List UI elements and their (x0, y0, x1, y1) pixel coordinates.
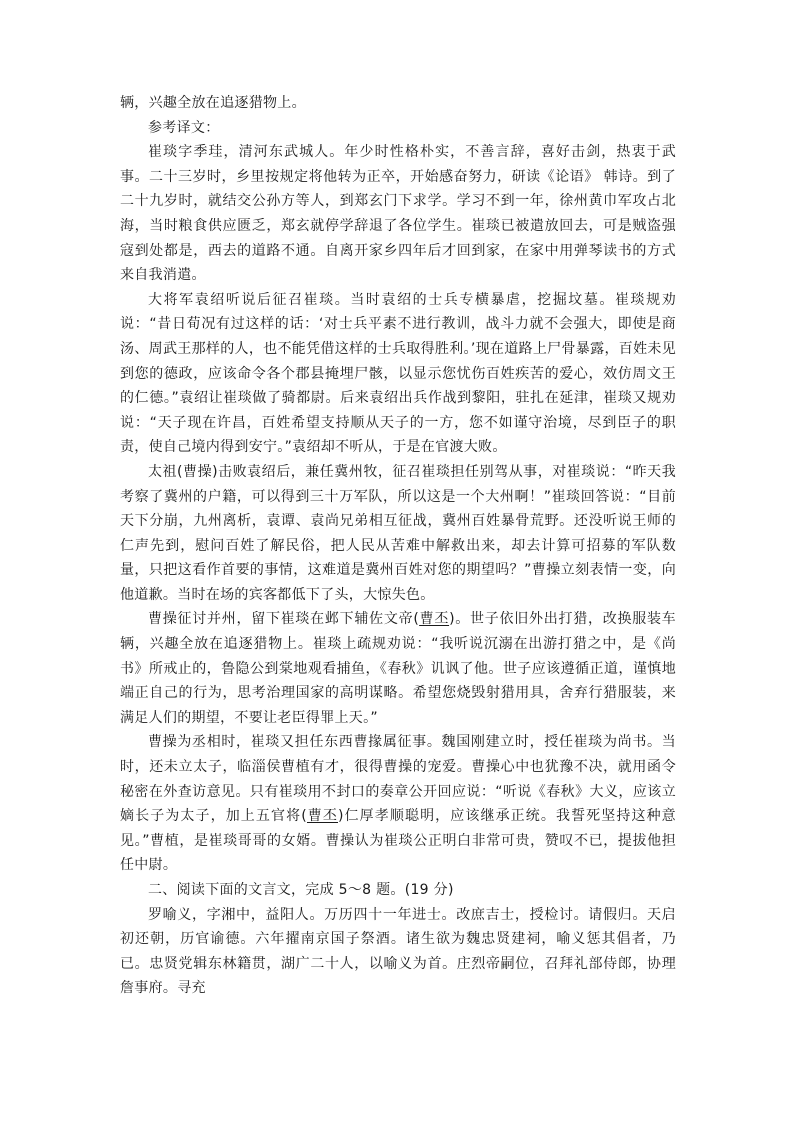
text-segment: 曹操为丞相时，崔琰又担任东西曹掾属征事。魏国刚建立时，授任崔琰为尚书。当时，还未立太子，临淄侯曹植有才，很得曹操的宠爱。曹操心中也犹豫不决，就用函令秘密在外查访意见。只有崔琰用不封口的奏章公开回应说：“听说《春秋》大义，应该立嫡长子为太子，加上五官将( (120, 734, 676, 825)
paragraph-chancellor (120, 730, 676, 878)
paragraph-taizu (120, 460, 676, 608)
text-segment: )仁厚孝顺聪明，应该继承正统。我誓死坚持这种意见。”曹植，是崔琰哥哥的女婿。曹操认为崔琰公正明白非常可贵，赞叹不已，提拔他担任中尉。 (120, 808, 676, 874)
paragraph-bingzhou (120, 607, 676, 730)
text-segment: )。世子依旧外出打猎，改换服装车辆，兴趣全放在追逐猎物上。崔琰上疏规劝说：“我听说沉溺在出游打猎之中，是《尚书》所戒止的，鲁隐公到棠地观看捕鱼，《春秋》讥讽了他。世子应该遵循正道，谨慎地端正自己的行为，思考治理国家的高明谋略。希望您烧毁射猎用具，舍弃行猎服装，来满足人们的期望，不要让老臣得罪上天。” (120, 611, 676, 726)
underlined-name: 曹丕 (419, 611, 450, 628)
paragraph-yuan-shao: 大将军袁绍听说后征召崔琰。当时袁绍的士兵专横暴虐，挖掘坟墓。崔琰规劝说：“昔日荀况有过这样的话：‘对士兵平素不进行教训，战斗力就不会强大，即使是商汤、周武王那样的人，也不能凭借这样的士兵取得胜利。’现在道路上尸骨暴露，百姓未见到您的德政，应该命令各个郡县掩埋尸骸，以显示您忧伤百姓疾苦的爱心，效仿周文王的仁德。”袁绍让崔琰做了骑都尉。后来袁绍出兵作战到黎阳，驻扎在延津，崔琰又规劝说：“天子现在许昌，百姓希望支持顺从天子的一方，您不如谨守治境，尽到臣子的职责，使自己境内得到安宁。”袁绍却不听从，于是在官渡大败。 (120, 291, 676, 456)
underlined-name: 曹丕 (306, 808, 338, 825)
paragraph-cui-yan-bio: 崔琰字季珪，清河东武城人。年少时性格朴实，不善言辞，喜好击剑，热衷于武事。二十三岁时，乡里按规定将他转为正卒，开始感奋努力，研读《论语》 韩诗。到了二十九岁时，就结交公孙方等人，到郑玄门下求学。学习不到一年，徐州黄巾军攻占北海，当时粮食供应匮乏，郑玄就停学辞退了各位学生。崔琰已被遣放回去，可是贼盗强寇到处都是，西去的道路不通。自离开家乡四年后才回到家，在家中用弹琴读书的方式来自我消遣。 (120, 144, 676, 284)
paragraph-continuation: 辆，兴趣全放在追逐猎物上。 (120, 95, 306, 111)
paragraph-question-heading: 二、阅读下面的文言文，完成 5～8 题。(19 分) (148, 882, 454, 898)
text-segment: 曹操征讨并州，留下崔琰在邺下辅佐文帝( (148, 611, 420, 628)
paragraph-reference-translation-heading: 参考译文： (148, 119, 220, 136)
paragraph-luo-yuyi: 罗喻义，字湘中，益阳人。万历四十一年进士。改庶吉士，授检讨。请假归。天启初还朝，历官谕德。六年擢南京国子祭酒。诸生欲为魏忠贤建祠，喻义惩其倡者，乃已。忠贤党辑东林籍贯，湖广二十人，以喻义为首。庄烈帝嗣位，召拜礼部侍郎，协理詹事府。寻充 (120, 906, 676, 997)
text-segment: 太祖(曹操)击败袁绍后，兼任冀州牧，征召崔琰担任别驾从事，对崔琰说：“昨天我考察了冀州的户籍，可以得到三十万军队，所以这是一个大州啊！”崔琰回答说：“目前天下分崩，九州离析，袁谭、袁尚兄弟相互征战，冀州百姓暴骨荒野。还没听说王师的仁声先到，慰问百姓了解民俗，把人民从苦难中解救出来，却去计算可招募的军队数量，只把这看作首要的事情，这难道是冀州百姓对您的期望吗？”曹操立刻表情一变，向他道歉。当时在场的宾客都低下了头，大惊失色。 (120, 463, 676, 603)
document-body (120, 91, 676, 1001)
